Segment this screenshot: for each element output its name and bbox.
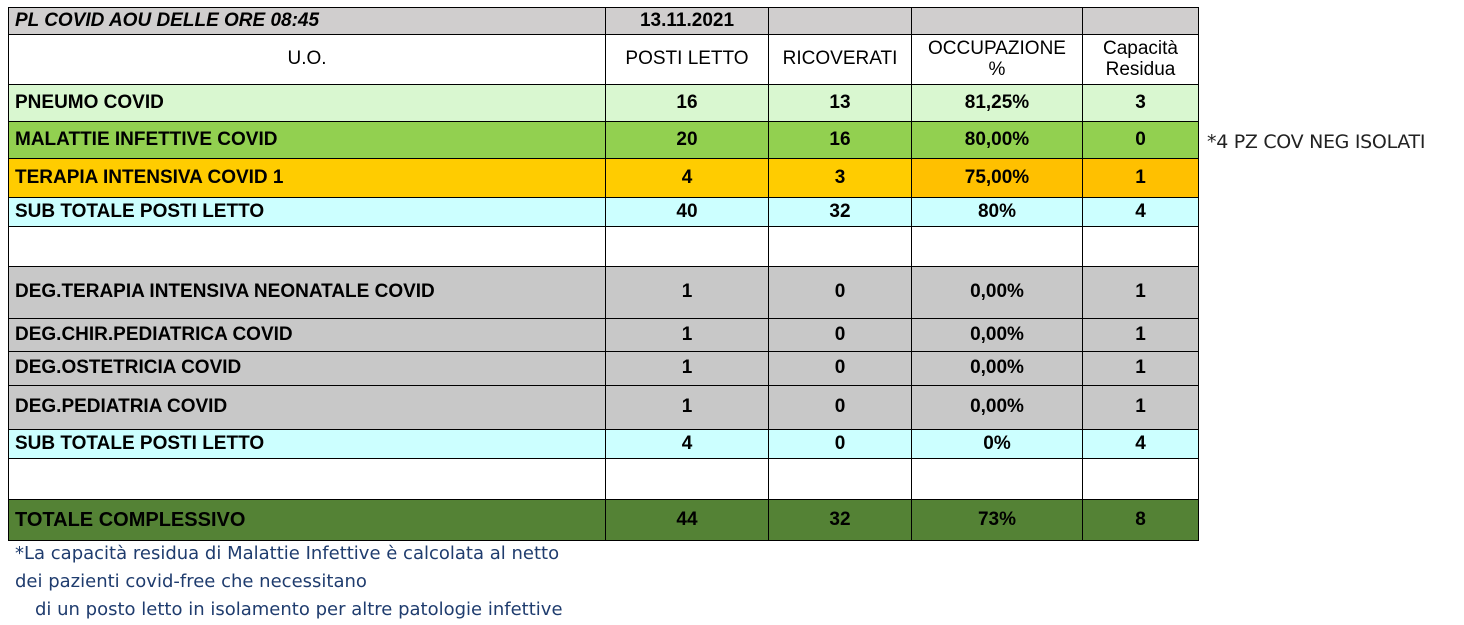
header-posti-letto: POSTI LETTO (606, 35, 769, 85)
ricoverati-value: 0 (769, 267, 912, 319)
ricoverati-value: 0 (769, 352, 912, 386)
ricoverati-value: 0 (769, 430, 912, 459)
header-occupazione-line1: OCCUPAZIONE (928, 37, 1066, 59)
capacita-value: 0 (1083, 122, 1199, 159)
side-note: *4 PZ COV NEG ISOLATI (1207, 131, 1426, 153)
empty-cell (769, 459, 912, 500)
ricoverati-value: 0 (769, 386, 912, 430)
empty-cell (9, 459, 606, 500)
table-row (9, 122, 1199, 159)
capacita-value: 1 (1083, 386, 1199, 430)
header-capacita-line2: Residua (1105, 58, 1176, 80)
table-row (9, 85, 1199, 122)
uo-name: MALATTIE INFETTIVE COVID (9, 122, 606, 159)
uo-name: TERAPIA INTENSIVA COVID 1 (9, 159, 606, 198)
covid-beds-table (8, 7, 1199, 541)
header-occupazione-line2: % (988, 58, 1006, 80)
total-row (9, 500, 1199, 541)
ricoverati-value: 3 (769, 159, 912, 198)
empty-cell (769, 8, 912, 35)
occupazione-value: 0,00% (912, 319, 1083, 352)
capacita-value: 1 (1083, 319, 1199, 352)
empty-cell (1083, 459, 1199, 500)
posti-letto-value: 16 (606, 85, 769, 122)
empty-cell (912, 227, 1083, 267)
posti-letto-value: 1 (606, 267, 769, 319)
occupazione-value: 81,25% (912, 85, 1083, 122)
capacita-value: 4 (1083, 430, 1199, 459)
posti-letto-value: 44 (606, 500, 769, 541)
uo-name: SUB TOTALE POSTI LETTO (9, 198, 606, 227)
uo-name: DEG.TERAPIA INTENSIVA NEONATALE COVID (9, 267, 606, 319)
report-title: PL COVID AOU DELLE ORE 08:45 (9, 8, 606, 35)
header-ricoverati: RICOVERATI (769, 35, 912, 85)
blank-row (9, 459, 1199, 500)
posti-letto-value: 40 (606, 198, 769, 227)
empty-cell (606, 227, 769, 267)
table-row (9, 159, 1199, 198)
occupazione-value: 0,00% (912, 352, 1083, 386)
header-row (9, 35, 1199, 85)
posti-letto-value: 1 (606, 352, 769, 386)
footnote-line: dei pazienti covid-free che necessitano (15, 571, 367, 592)
empty-cell (606, 459, 769, 500)
footnote-line: *La capacità residua di Malattie Infettive è calcolata al netto (15, 543, 560, 564)
header-uo: U.O. (9, 35, 606, 85)
table-row (9, 352, 1199, 386)
posti-letto-value: 4 (606, 159, 769, 198)
posti-letto-value: 20 (606, 122, 769, 159)
ricoverati-value: 0 (769, 319, 912, 352)
ricoverati-value: 32 (769, 500, 912, 541)
occupazione-value: 73% (912, 500, 1083, 541)
capacita-value: 1 (1083, 159, 1199, 198)
capacita-value: 4 (1083, 198, 1199, 227)
occupazione-value: 0% (912, 430, 1083, 459)
capacita-value: 3 (1083, 85, 1199, 122)
uo-name: PNEUMO COVID (9, 85, 606, 122)
header-capacita-line1: Capacità (1103, 37, 1178, 59)
empty-cell (9, 227, 606, 267)
empty-cell (912, 459, 1083, 500)
footnote (15, 540, 563, 624)
empty-cell (912, 8, 1083, 35)
table-row (9, 386, 1199, 430)
blank-row (9, 227, 1199, 267)
subtotal-row (9, 430, 1199, 459)
table-row (9, 319, 1199, 352)
posti-letto-value: 4 (606, 430, 769, 459)
header-occupazione (912, 35, 1083, 85)
uo-name: DEG.OSTETRICIA COVID (9, 352, 606, 386)
capacita-value: 1 (1083, 352, 1199, 386)
empty-cell (1083, 227, 1199, 267)
capacita-value: 1 (1083, 267, 1199, 319)
capacita-value: 8 (1083, 500, 1199, 541)
subtotal-row (9, 198, 1199, 227)
ricoverati-value: 16 (769, 122, 912, 159)
report-date: 13.11.2021 (606, 8, 769, 35)
ricoverati-value: 13 (769, 85, 912, 122)
uo-name: SUB TOTALE POSTI LETTO (9, 430, 606, 459)
table-row (9, 267, 1199, 319)
uo-name: TOTALE COMPLESSIVO (9, 500, 606, 541)
footnote-line: di un posto letto in isolamento per altre patologie infettive (35, 599, 563, 620)
ricoverati-value: 32 (769, 198, 912, 227)
occupazione-value: 0,00% (912, 267, 1083, 319)
uo-name: DEG.CHIR.PEDIATRICA COVID (9, 319, 606, 352)
occupazione-value: 80,00% (912, 122, 1083, 159)
occupazione-value: 0,00% (912, 386, 1083, 430)
empty-cell (769, 227, 912, 267)
occupazione-value: 75,00% (912, 159, 1083, 198)
uo-name: DEG.PEDIATRIA COVID (9, 386, 606, 430)
header-capacita (1083, 35, 1199, 85)
posti-letto-value: 1 (606, 386, 769, 430)
title-row (9, 8, 1199, 35)
occupazione-value: 80% (912, 198, 1083, 227)
empty-cell (1083, 8, 1199, 35)
posti-letto-value: 1 (606, 319, 769, 352)
